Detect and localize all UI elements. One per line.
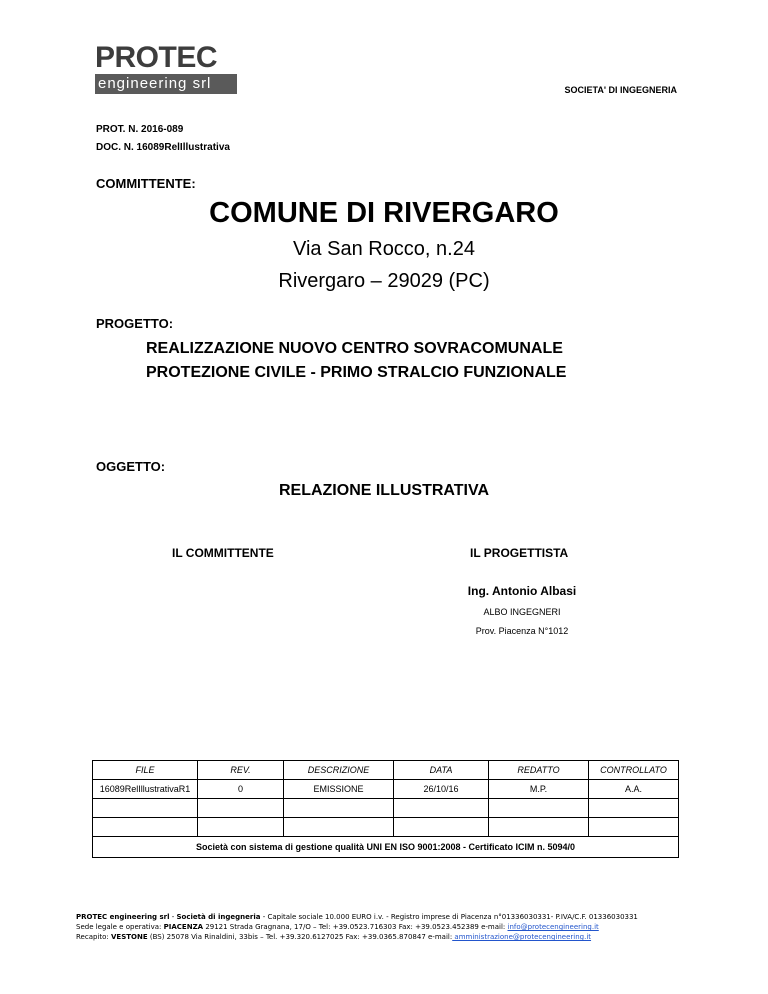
revision-table [92, 760, 679, 858]
footer-line-3: Recapito: VESTONE (BS) 25078 Via Rinaldini, 33bis – Tel. +39.320.6127025 Fax: +39.0365.870847 e-mail: amministrazione@protecengineering.it [76, 933, 592, 941]
certification-row [93, 837, 679, 858]
committente-label: COMMITTENTE: [96, 176, 196, 191]
table-row-empty [93, 818, 679, 837]
cell-file: 16089RelIllustrativaR1 [93, 780, 198, 799]
header-rev: REV. [198, 761, 284, 780]
header-controllato: CONTROLLATO [589, 761, 679, 780]
committente-name: COMUNE DI RIVERGARO [209, 197, 559, 229]
cell-descrizione: EMISSIONE [284, 780, 394, 799]
oggetto-title: RELAZIONE ILLUSTRATIVA [278, 482, 490, 499]
footer [76, 912, 676, 942]
albo-text: ALBO INGEGNERI [483, 607, 561, 617]
oggetto-label: OGGETTO: [96, 459, 166, 474]
committente-signature-label: IL COMMITTENTE [172, 546, 274, 560]
progetto-label: PROGETTO: [96, 316, 174, 331]
cell-controllato: A.A. [589, 780, 679, 799]
cell-rev: 0 [198, 780, 284, 799]
header-descrizione: DESCRIZIONE [284, 761, 394, 780]
logo-wordmark: PROTEC [95, 41, 218, 74]
logo-subtitle: engineering srl [95, 74, 237, 94]
progetto-line-2: PROTEZIONE CIVILE - PRIMO STRALCIO FUNZIONALE [146, 364, 567, 381]
progetto-line-1: REALIZZAZIONE NUOVO CENTRO SOVRACOMUNALE [146, 340, 563, 357]
admin-email-link[interactable]: amministrazione@protecengineering.it [452, 933, 592, 941]
protocol-number: PROT. N. 2016-089 [96, 124, 184, 135]
cell-redatto: M.P. [489, 780, 589, 799]
header-data: DATA [394, 761, 489, 780]
company-type: SOCIETA' DI INGEGNERIA [564, 85, 677, 95]
company-logo [95, 41, 237, 94]
table-row-empty [93, 799, 679, 818]
footer-line-1: PROTEC engineering srl - Società di ingegneria - Capitale sociale 10.000 EURO i.v. - Registro imprese di Piacenza n°01336030331- P.IVA/C.F. 01336030331 [76, 913, 638, 921]
footer-line-2: Sede legale e operativa: PIACENZA 29121 Strada Gragnana, 17/O – Tel: +39.0523.716303 Fax: +39.0523.452389 e-mail: info@protecengineering.it [76, 923, 599, 931]
header-redatto: REDATTO [489, 761, 589, 780]
committente-address-2: Rivergaro – 29029 (PC) [278, 270, 490, 292]
committente-address-1: Via San Rocco, n.24 [293, 238, 475, 260]
info-email-link[interactable]: info@protecengineering.it [507, 923, 599, 931]
header-file: FILE [93, 761, 198, 780]
table-row [93, 780, 679, 799]
document-number: DOC. N. 16089RelIllustrativa [96, 142, 230, 153]
cell-data: 26/10/16 [394, 780, 489, 799]
progettista-name: Ing. Antonio Albasi [467, 584, 577, 598]
table-header-row [93, 761, 679, 780]
progettista-signature-label: IL PROGETTISTA [470, 546, 569, 560]
albo-number: Prov. Piacenza N°1012 [475, 626, 569, 636]
certification-text: Società con sistema di gestione qualità UNI EN ISO 9001:2008 - Certificato ICIM n. 5094/0 [93, 837, 679, 858]
